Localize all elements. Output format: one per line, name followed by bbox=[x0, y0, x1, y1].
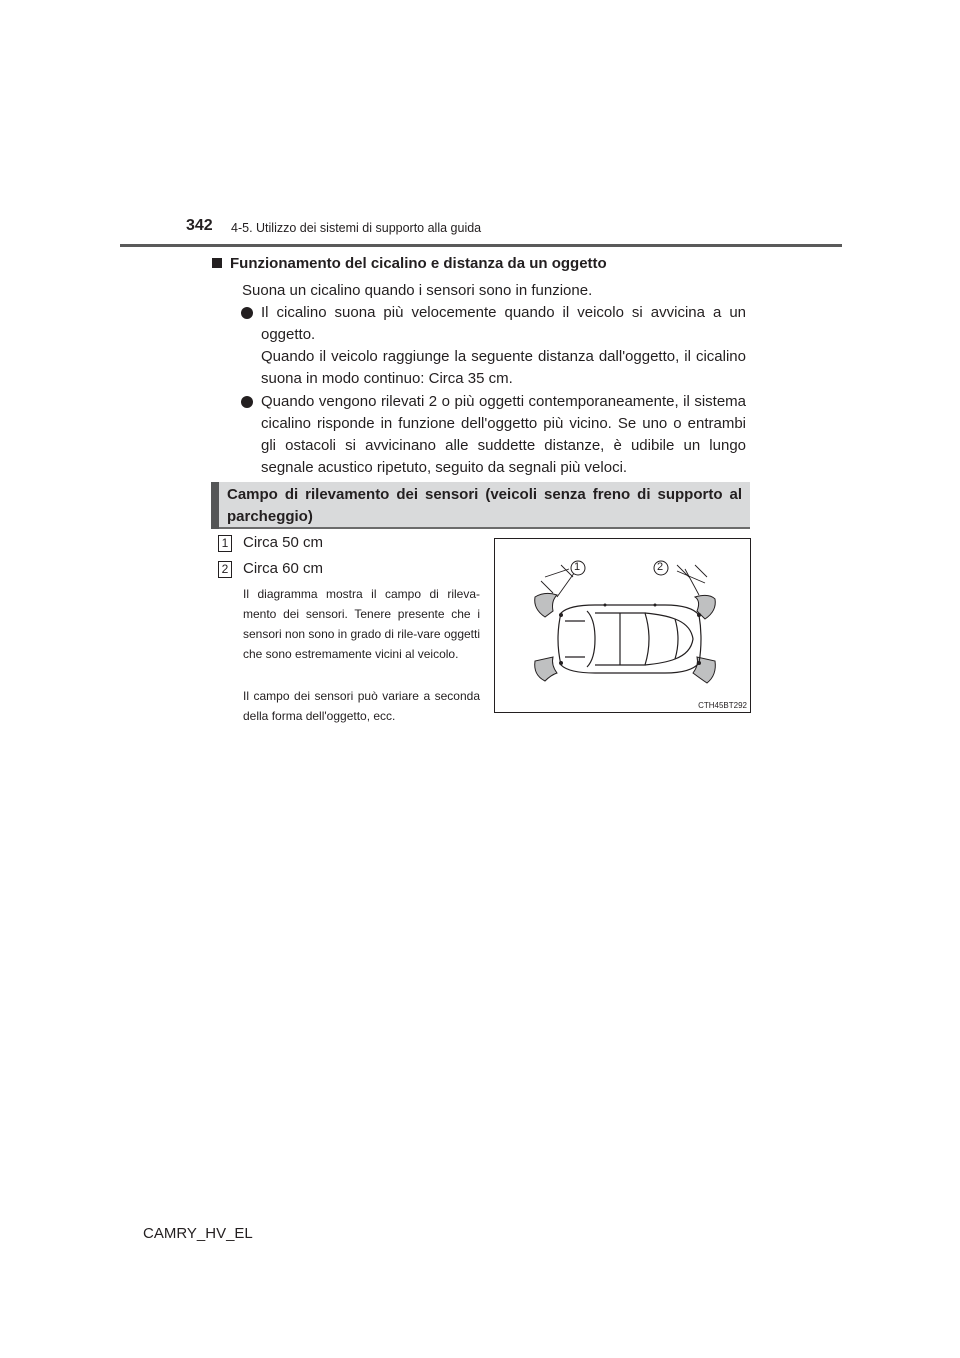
section-heading-box bbox=[211, 482, 750, 529]
sensor-zone-front-left bbox=[535, 593, 557, 617]
callout-number-2: 2 bbox=[218, 561, 232, 578]
bullet-item bbox=[242, 391, 746, 479]
bullet-text: Quando vengono rilevati 2 o più oggetti contemporaneamente, il sistema cicalino risponde in funzione dell'oggetto più vicino. Se uno o entrambi gli ostacoli si avvicinano alle suddette distanze, è udibile un lungo segnale acustico ripetuto, seguito da segnali più veloci. bbox=[261, 393, 746, 476]
square-bullet-icon bbox=[212, 258, 222, 268]
note-text: Il diagramma mostra il campo di rileva-mento dei sensori. Tenere presente che i sensori non sono in grado di rile-vare oggetti che sono estremamente vicini al veicolo. bbox=[243, 587, 480, 661]
range-2-text: Circa 60 cm bbox=[243, 560, 324, 577]
page-number: 342 bbox=[186, 217, 213, 234]
section-title: 4-5. Utilizzo dei sistemi di supporto alla guida bbox=[231, 221, 482, 235]
bullet-dot-icon bbox=[241, 396, 253, 408]
header-rule bbox=[120, 244, 842, 247]
sensor-range-diagram bbox=[494, 538, 751, 713]
range-1-text: Circa 50 cm bbox=[243, 534, 324, 551]
bullet-dot-icon bbox=[241, 307, 253, 319]
subheading bbox=[212, 255, 607, 272]
intro-text: Suona un cicalino quando i sensori sono in funzione. bbox=[242, 282, 593, 299]
footer-model-code: CAMRY_HV_EL bbox=[143, 1225, 253, 1242]
callout-number-1: 1 bbox=[218, 535, 232, 552]
section-heading: Campo di rilevamento dei sensori (veicoli senza freno di supporto al parcheggio) bbox=[227, 486, 742, 525]
bullet-text: Il cicalino suona più velocemente quando il veicolo si avvicina a un oggetto. bbox=[261, 304, 746, 343]
figure-code: CTH45BT292 bbox=[698, 701, 747, 710]
bullet-text-continuation: Quando il veicolo raggiunge la seguente distanza dall'oggetto, il cicalino suona in modo continuo: Circa 35 cm. bbox=[261, 348, 746, 387]
diagram-callout-2: 2 bbox=[657, 561, 664, 573]
sensor-zone-rear-right bbox=[693, 657, 715, 683]
note-text: Il campo dei sensori può variare a seconda della forma dell'oggetto, ecc. bbox=[243, 689, 480, 723]
sensor-zone-rear-left bbox=[535, 657, 557, 681]
car-outline bbox=[558, 605, 701, 673]
subheading-text: Funzionamento del cicalino e distanza da un oggetto bbox=[230, 255, 607, 272]
diagram-callout-1: 1 bbox=[574, 561, 581, 573]
heading-bar bbox=[211, 482, 219, 529]
car-sensor-illustration bbox=[495, 539, 750, 712]
bullet-item bbox=[242, 302, 746, 390]
